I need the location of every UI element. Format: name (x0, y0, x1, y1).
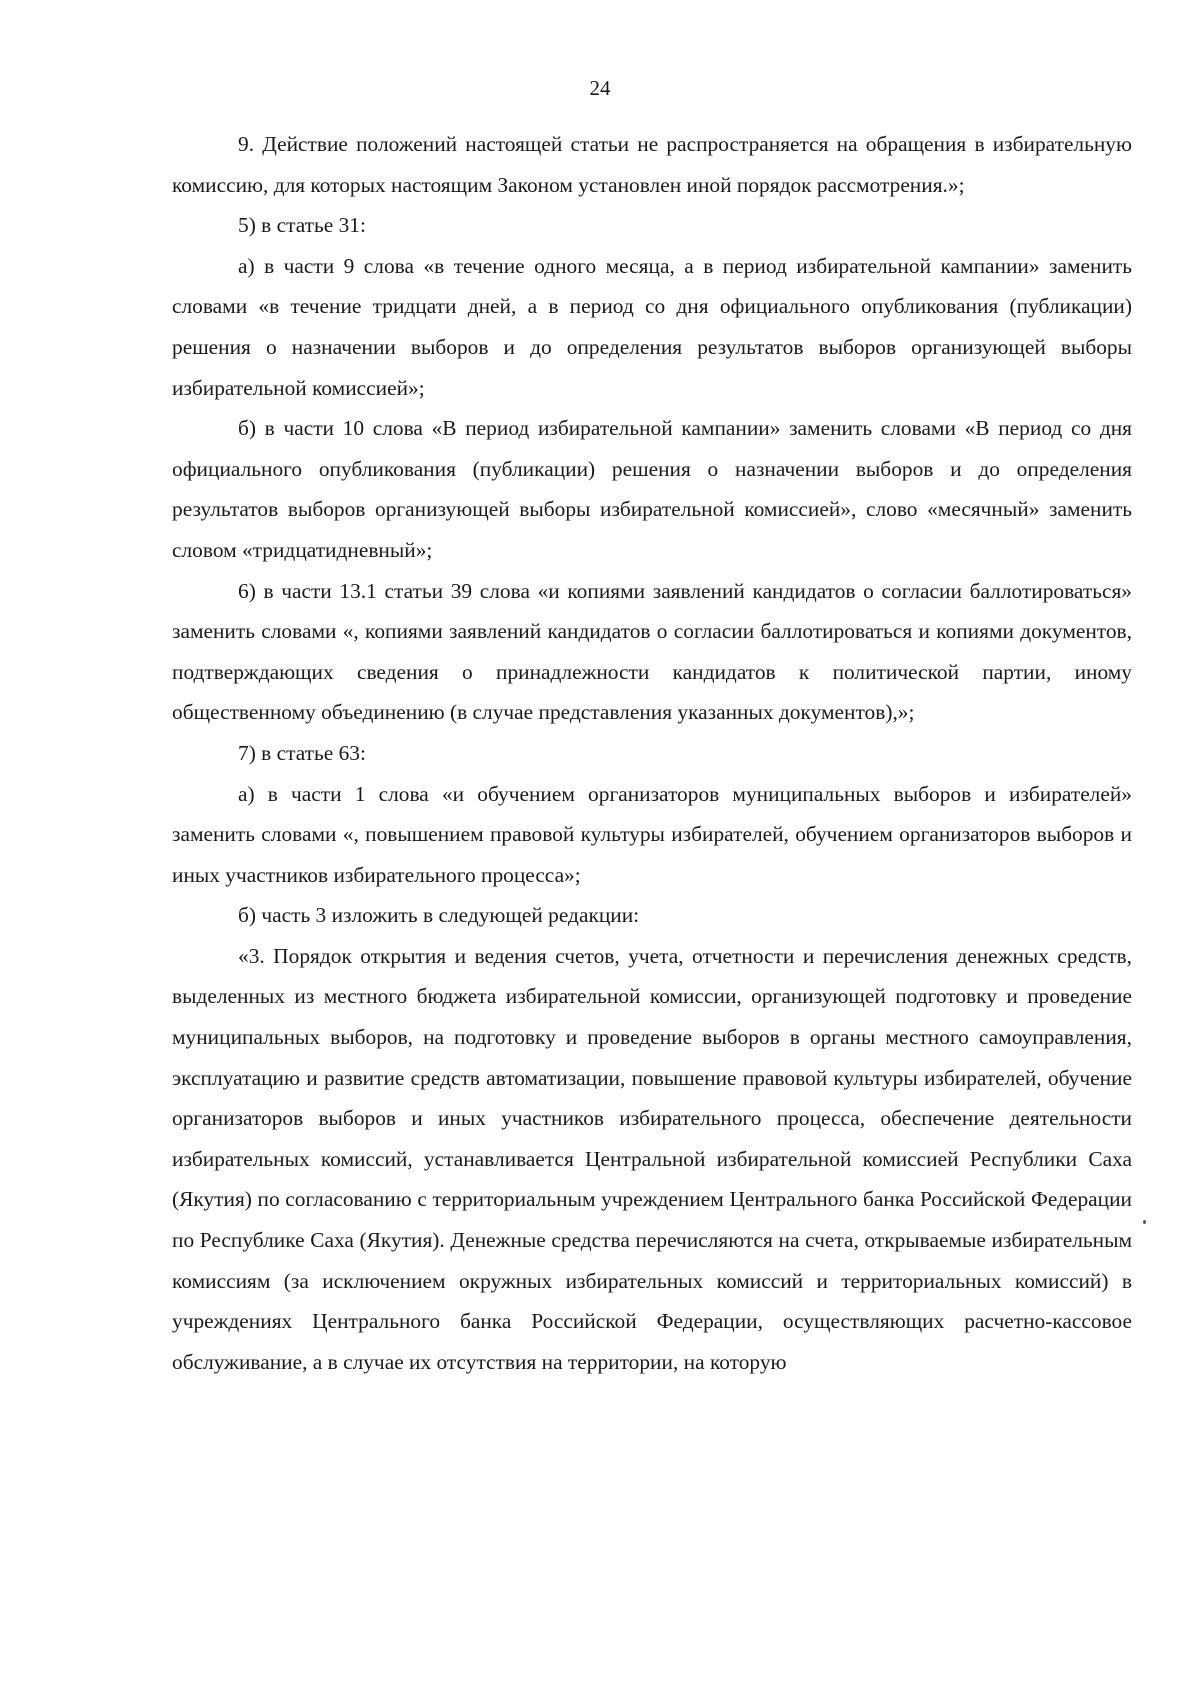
document-body (172, 124, 1132, 1382)
scan-speck (1143, 1220, 1146, 1224)
paragraph-point-6: 6) в части 13.1 статьи 39 слова «и копиями заявлений кандидатов о согласии баллотироваться» заменить словами «, копиями заявлений кандидатов о согласии баллотироваться и копиями документов, подтверждающих сведения о принадлежности кандидатов к политической партии, иному общественному объединению (в случае представления указанных документов),»; (172, 578, 1132, 725)
paragraph-point-5: 5) в статье 31: (238, 213, 366, 238)
paragraph-5b: б) в части 10 слова «В период избирательной кампании» заменить словами «В период со дня официального опубликования (публикации) решения о назначении выборов и до определения результатов выборов организующей выборы избирательной комиссией», слово «месячный» заменить словом «тридцатидневный»; (172, 416, 1132, 562)
paragraph-point-7: 7) в статье 63: (238, 740, 366, 765)
paragraph-5a: а) в части 9 слова «в течение одного месяца, а в период избирательной кампании» заменить словами «в течение тридцати дней, а в период со дня официального опубликования (публикации) решения о назначении выборов и до определения результатов выборов организующей выборы избирательной комиссией»; (172, 253, 1132, 400)
page-number: 24 (589, 76, 611, 100)
paragraph-part-3-text: «3. Порядок открытия и ведения счетов, учета, отчетности и перечисления денежных средств, выделенных из местного бюджета избирательной комиссии, организующей подготовку и проведение муниципальных выборов, на подготовку и проведение выборов в органы местного самоуправления, эксплуатацию и развитие средств автоматизации, повышение правовой культуры избирателей, обучение организаторов выборов и иных участников избирательного процесса, обеспечение деятельности избирательных комиссий, устанавливается Центральной избирательной комиссией Республики Саха (Якутия) по согласованию с территориальным учреждением Центрального банка Российской Федерации по Республике Саха (Якутия). Денежные средства перечисляются на счета, открываемые избирательным комиссиям (за исключением окружных избирательных комиссий и территориальных комиссий) в учреждениях Центрального банка Российской Федерации, осуществляющих расчетно-кассовое обслуживание, а в случае их отсутствия на территории, на которую (172, 943, 1132, 1374)
paragraph-item-9: 9. Действие положений настоящей статьи не распространяется на обращения в избирательную комиссию, для которых настоящим Законом установлен иной порядок рассмотрения.»; (172, 132, 1132, 197)
paragraph-7b: б) часть 3 изложить в следующей редакции: (238, 903, 640, 928)
paragraph-7a: а) в части 1 слова «и обучением организаторов муниципальных выборов и избирателей» заменить словами «, повышением правовой культуры избирателей, обучением организаторов выборов и иных участников избирательного процесса»; (172, 781, 1132, 887)
